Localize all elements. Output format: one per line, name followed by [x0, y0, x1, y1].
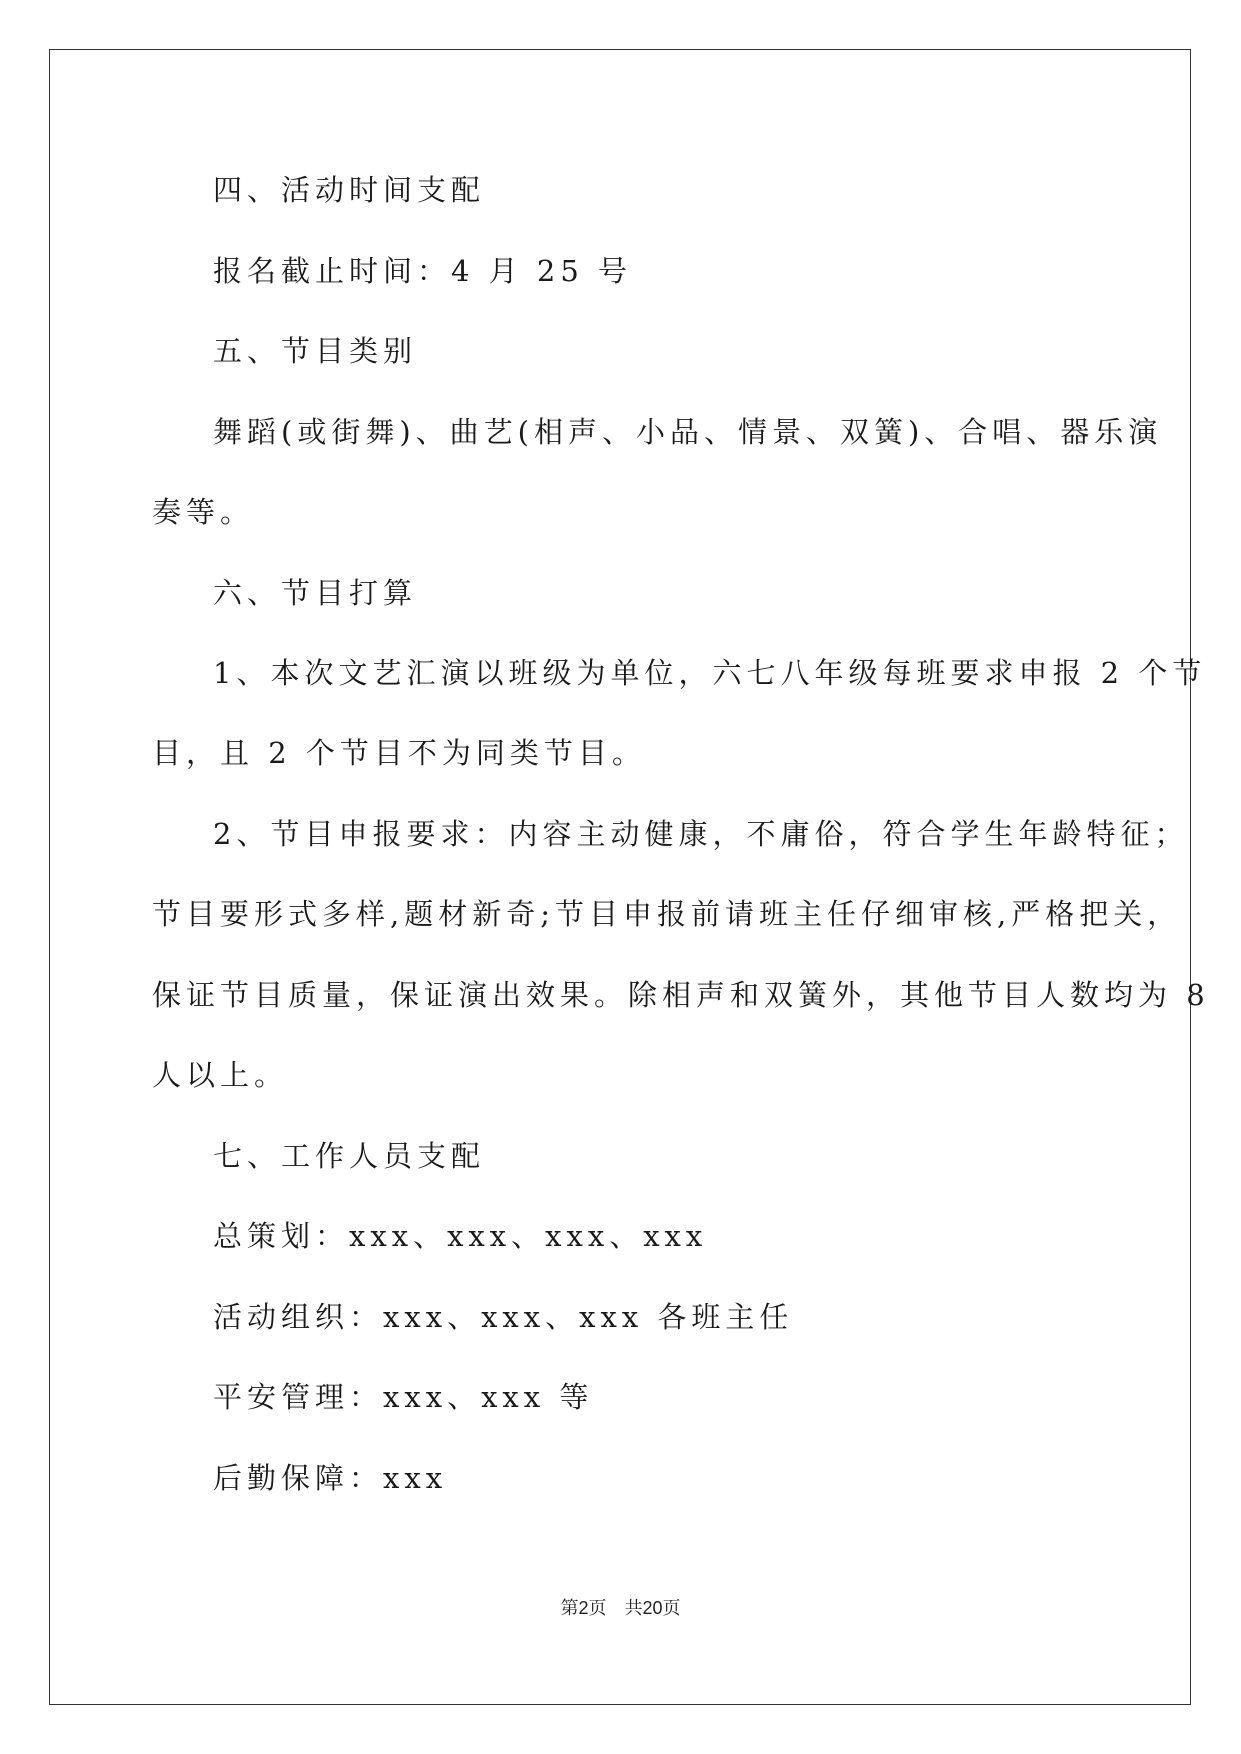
total-prefix: 共 [624, 1598, 643, 1619]
paragraph-line: 1、本次文艺汇演以班级为单位，六七八年级每班要求申报 2 个节 [213, 656, 1207, 690]
paragraph-line: 奏等。 [152, 495, 255, 529]
page-number: 2 [578, 1598, 589, 1618]
paragraph-line: 后勤保障：xxx [213, 1461, 448, 1495]
paragraph-line: 保证节目质量，保证演出效果。除相声和双簧外，其他节目人数均为 8 [152, 978, 1210, 1012]
total-suffix: 页 [662, 1598, 681, 1619]
page-border [49, 49, 1191, 1705]
paragraph-line: 节目要形式多样,题材新奇;节目申报前请班主任仔细审核,严格把关， [152, 897, 1182, 931]
paragraph-line: 人以上。 [152, 1058, 289, 1092]
paragraph-line: 平安管理：xxx、xxx 等 [213, 1380, 594, 1414]
paragraph-line: 目，且 2 个节目不为同类节目。 [152, 736, 646, 770]
section-heading: 五、节目类别 [213, 334, 418, 368]
paragraph-line: 报名截止时间：4 月 25 号 [213, 254, 633, 288]
total-pages: 20 [642, 1598, 663, 1618]
paragraph-line: 总策划：xxx、xxx、xxx、xxx [213, 1219, 708, 1253]
page-prefix: 第 [560, 1598, 579, 1619]
page-suffix: 页 [588, 1598, 607, 1619]
paragraph-line: 舞蹈(或街舞)、曲艺(相声、小品、情景、双簧)、合唱、器乐演 [213, 415, 1163, 449]
section-heading: 四、活动时间支配 [213, 173, 486, 207]
section-heading: 六、节目打算 [213, 576, 418, 610]
paragraph-line: 活动组织：xxx、xxx、xxx 各班主任 [213, 1300, 794, 1334]
paragraph-line: 2、节目申报要求：内容主动健康，不庸俗，符合学生年龄特征； [213, 817, 1189, 851]
section-heading: 七、工作人员支配 [213, 1139, 486, 1173]
page-footer [0, 1596, 1241, 1621]
